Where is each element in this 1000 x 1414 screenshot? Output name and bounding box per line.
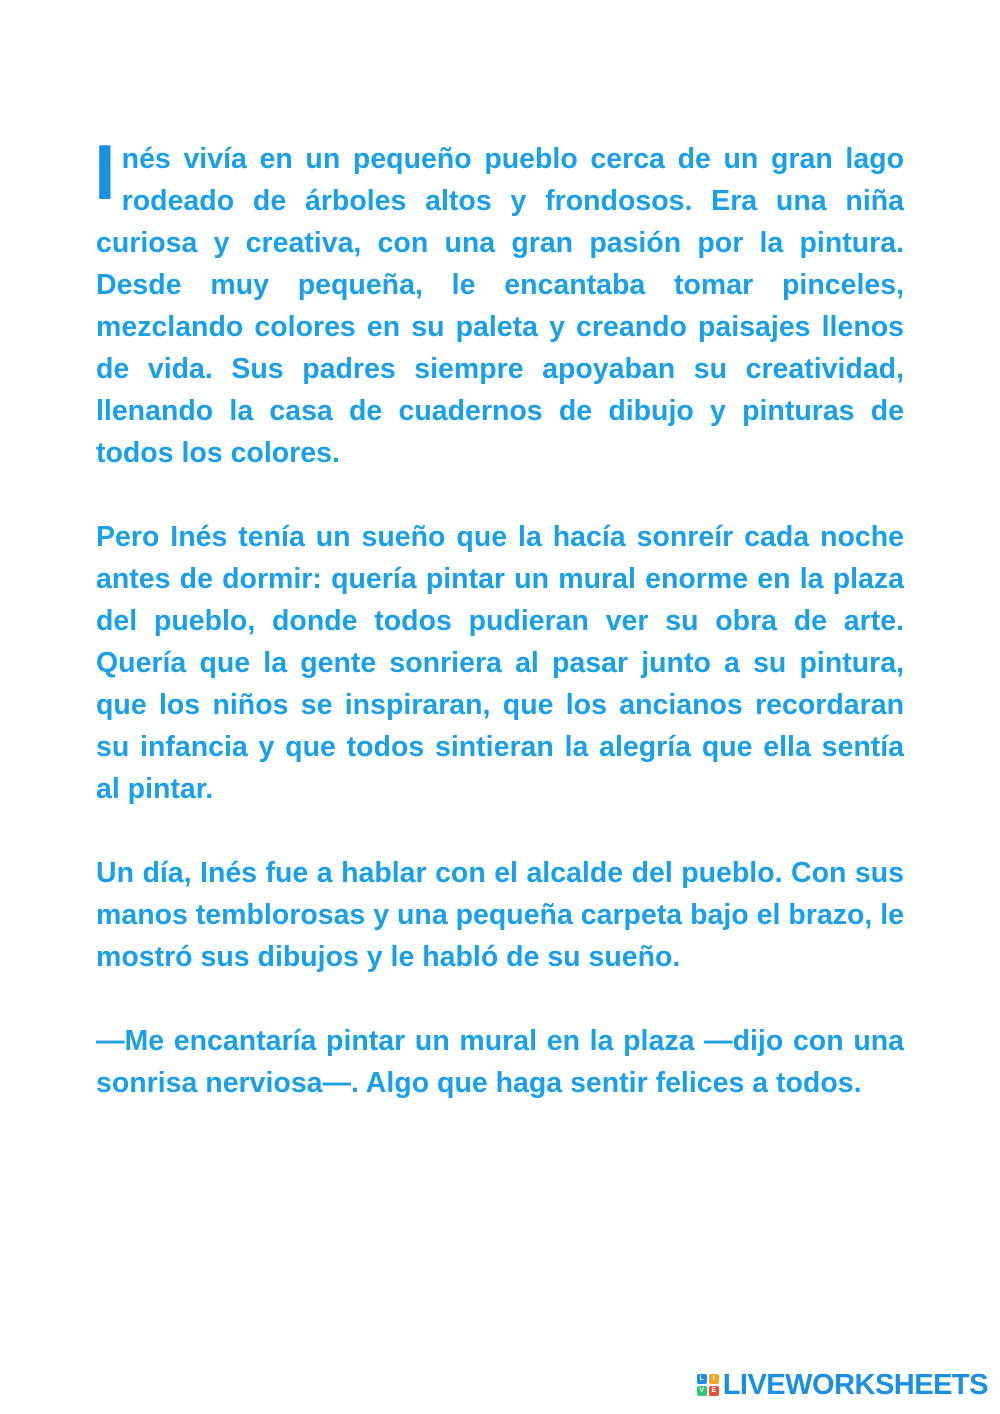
logo-tile-l: L (697, 1374, 707, 1384)
paragraph-4: —Me encantaría pintar un mural en la plaza —dijo con una sonrisa nerviosa—. Algo que haga sentir felices a todos. (96, 1025, 904, 1099)
logo-tile-i: I (709, 1374, 719, 1384)
paragraph-3: Un día, Inés fue a hablar con el alcalde del pueblo. Con sus manos temblorosas y una pequeña carpeta bajo el brazo, le mostró sus dibujos y le habló de su sueño. (96, 857, 904, 973)
drop-cap: I (94, 128, 116, 216)
logo-tile-e: E (709, 1386, 719, 1396)
liveworksheets-logo (697, 1370, 988, 1400)
logo-tile-v: V (697, 1386, 707, 1396)
paragraph-1-text: nés vivía en un pequeño pueblo cerca de un gran lago rodeado de árboles altos y frondosos. Era una niña curiosa y creativa, con una gran pasión por la pintura. Desde muy pequeña, le encantaba tomar pinceles, mezclando colores en su paleta y creando paisajes llenos de vida. Sus padres siempre apoyaban su creatividad, llenando la casa de cuadernos de dibujo y pinturas de todos los colores. (96, 143, 904, 469)
paragraph-2: Pero Inés tenía un sueño que la hacía sonreír cada noche antes de dormir: quería pintar un mural enorme en la plaza del pueblo, donde todos pudieran ver su obra de arte. Quería que la gente sonriera al pasar junto a su pintura, que los niños se inspiraran, que los ancianos recordaran su infancia y que todos sintieran la alegría que ella sentía al pintar. (96, 521, 904, 805)
story-text (94, 128, 904, 1146)
paragraph-1 (94, 128, 904, 474)
logo-text: LIVEWORKSHEETS (722, 1369, 988, 1401)
liveworksheets-logo-icon (697, 1374, 719, 1396)
